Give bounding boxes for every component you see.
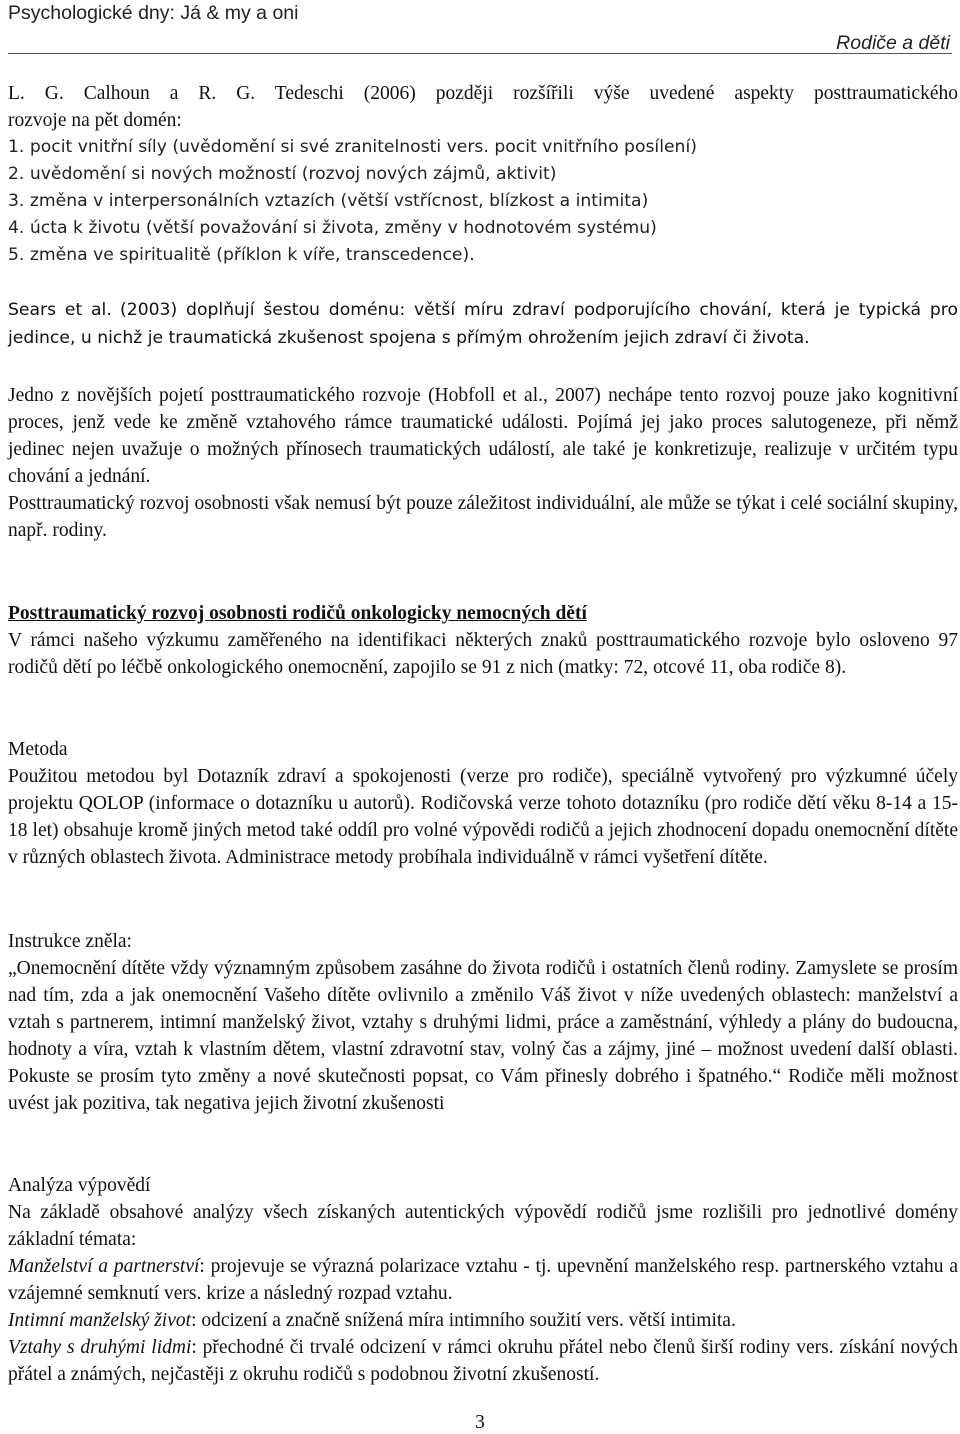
analyza-term: Vztahy s druhými lidmi [8,1337,192,1358]
domain-list [8,134,958,269]
analyza-item [8,1334,958,1388]
list-item: 1. pocit vnitřní síly (uvědomění si své zranitelnosti vers. pocit vnitřního posílení) [8,137,697,157]
list-item: 5. změna ve spiritualitě (příklon k víře, transcedence). [8,245,475,265]
analyza-block [8,1172,958,1388]
family-paragraph: Posttraumatický rozvoj osobnosti však nemusí být pouze záležitost individuální, ale může se týkat i celé sociální skupiny, např. rodiny. [8,493,958,541]
running-header-section: Rodiče a děti [836,32,950,54]
hobfoll-paragraph: Jedno z novějších pojetí posttraumatického rozvoje (Hobfoll et al., 2007) nechápe tento rozvoj pouze jako kognitivní proces, jenž vede ke změně vztahového rámce traumatické události. Pojímá jej jako proces salutogeneze, při němž jedinec nejen uvažuje o možných přínosech traumatických událostí, ale také je konkretizuje, realizuje v určitém typu chování a jednání. [8,385,958,487]
analyza-item [8,1307,958,1334]
intro-block [8,80,958,269]
instrukce-block [8,928,958,1117]
analyza-description: : odcizení a značně snížená míra intimního soužití vers. větší intimita. [191,1310,736,1331]
section-block [8,600,958,681]
analyza-item [8,1253,958,1307]
section-heading: Posttraumatický rozvoj osobnosti rodičů onkologicky nemocných dětí [8,603,587,624]
page-number: 3 [475,1412,485,1433]
metoda-block [8,736,958,871]
analyza-term: Manželství a partnerství [8,1256,200,1277]
sears-paragraph [8,296,958,352]
intro-line-1: L. G. Calhoun a R. G. Tedeschi (2006) později rozšířili výše uvedené aspekty posttraumatického [8,83,958,104]
instrukce-heading: Instrukce zněla: [8,931,132,952]
sears-text: (2003) doplňují šestou doménu: větší míru zdraví podporujícího chování, která je typická pro jedince, u nichž je traumatická zkušenost spojena s přímým ohrožením jejich zdraví či života. [8,300,958,348]
section-text: V rámci našeho výzkumu zaměřeného na identifikaci některých znaků posttraumatického rozvoje bylo osloveno 97 rodičů dětí po léčbě onkologického onemocnění, zapojilo se 91 z nich (matky: 72, otcové 11, oba rodiče 8). [8,630,958,678]
metoda-text: Použitou metodou byl Dotazník zdraví a spokojenosti (verze pro rodiče), speciálně vytvořený pro výzkumné účely projektu QOLOP (informace o dotazníku u autorů). Rodičovská verze tohoto dotazníku (pro rodiče dětí věku 8-14 a 15-18 let) obsahuje kromě jiných metod také oddíl pro volné výpovědi rodičů a jejich zhodnocení dopadu onemocnění dítěte v různých oblastech života. Administrace metody probíhala individuálně v rámci vyšetření dítěte. [8,766,958,868]
analyza-term: Intimní manželský život [8,1310,192,1331]
analyza-description: : přechodné či trvalé odcizení v rámci okruhu přátel nebo členů širší rodiny vers. získání nových přátel a známých, nejčastěji z okruhu rodičů s podobnou životní zkušeností. [8,1337,958,1385]
header-divider [8,53,952,54]
analyza-heading: Analýza výpovědí [8,1175,151,1196]
analyza-intro: Na základě obsahové analýzy všech získaných autentických výpovědí rodičů jsme rozlišili pro jednotlivé domény základní témata: [8,1202,958,1250]
metoda-heading: Metoda [8,739,68,760]
instrukce-text: „Onemocnění dítěte vždy významným způsobem zasáhne do života rodičů i ostatních členů rodiny. Zamyslete se prosím nad tím, zda a jak onemocnění Vašeho dítěte ovlivnilo a změnilo Váš život v níže uvedených oblastech: manželství a vztah s partnerem, intimní manželský život, vztahy s druhými lidmi, práce a zaměstnání, výhledy a plány do budoucna, hodnoty a víra, vztah k vlastním dětem, vlastní zdravotní stav, volný čas a zájmy, jiné – možnost uvedení další oblasti. Pokuste se prosím tyto změny a nové skutečnosti popsat, co Vám přinesly dobrého i špatného.“ Rodiče měli možnost uvést jak pozitiva, tak negativa jejich životní zkušenosti [8,958,958,1114]
list-item: 3. změna v interpersonálních vztazích (větší vstřícnost, blízkost a intimita) [8,191,649,211]
list-item: 2. uvědomění si nových možností (rozvoj nových zájmů, aktivit) [8,164,557,184]
running-header-title: Psychologické dny: Já & my a oni [8,2,299,24]
sears-lead: Sears et al. [8,300,112,320]
analyza-description: : projevuje se výrazná polarizace vztahu - tj. upevnění manželského resp. partnerského vztahu a vzájemné semknutí vers. krize a následný rozpad vztahu. [8,1256,958,1304]
intro-line-2: rozvoje na pět domén: [8,110,182,131]
list-item: 4. úcta k životu (větší považování si života, změny v hodnotovém systému) [8,218,657,238]
